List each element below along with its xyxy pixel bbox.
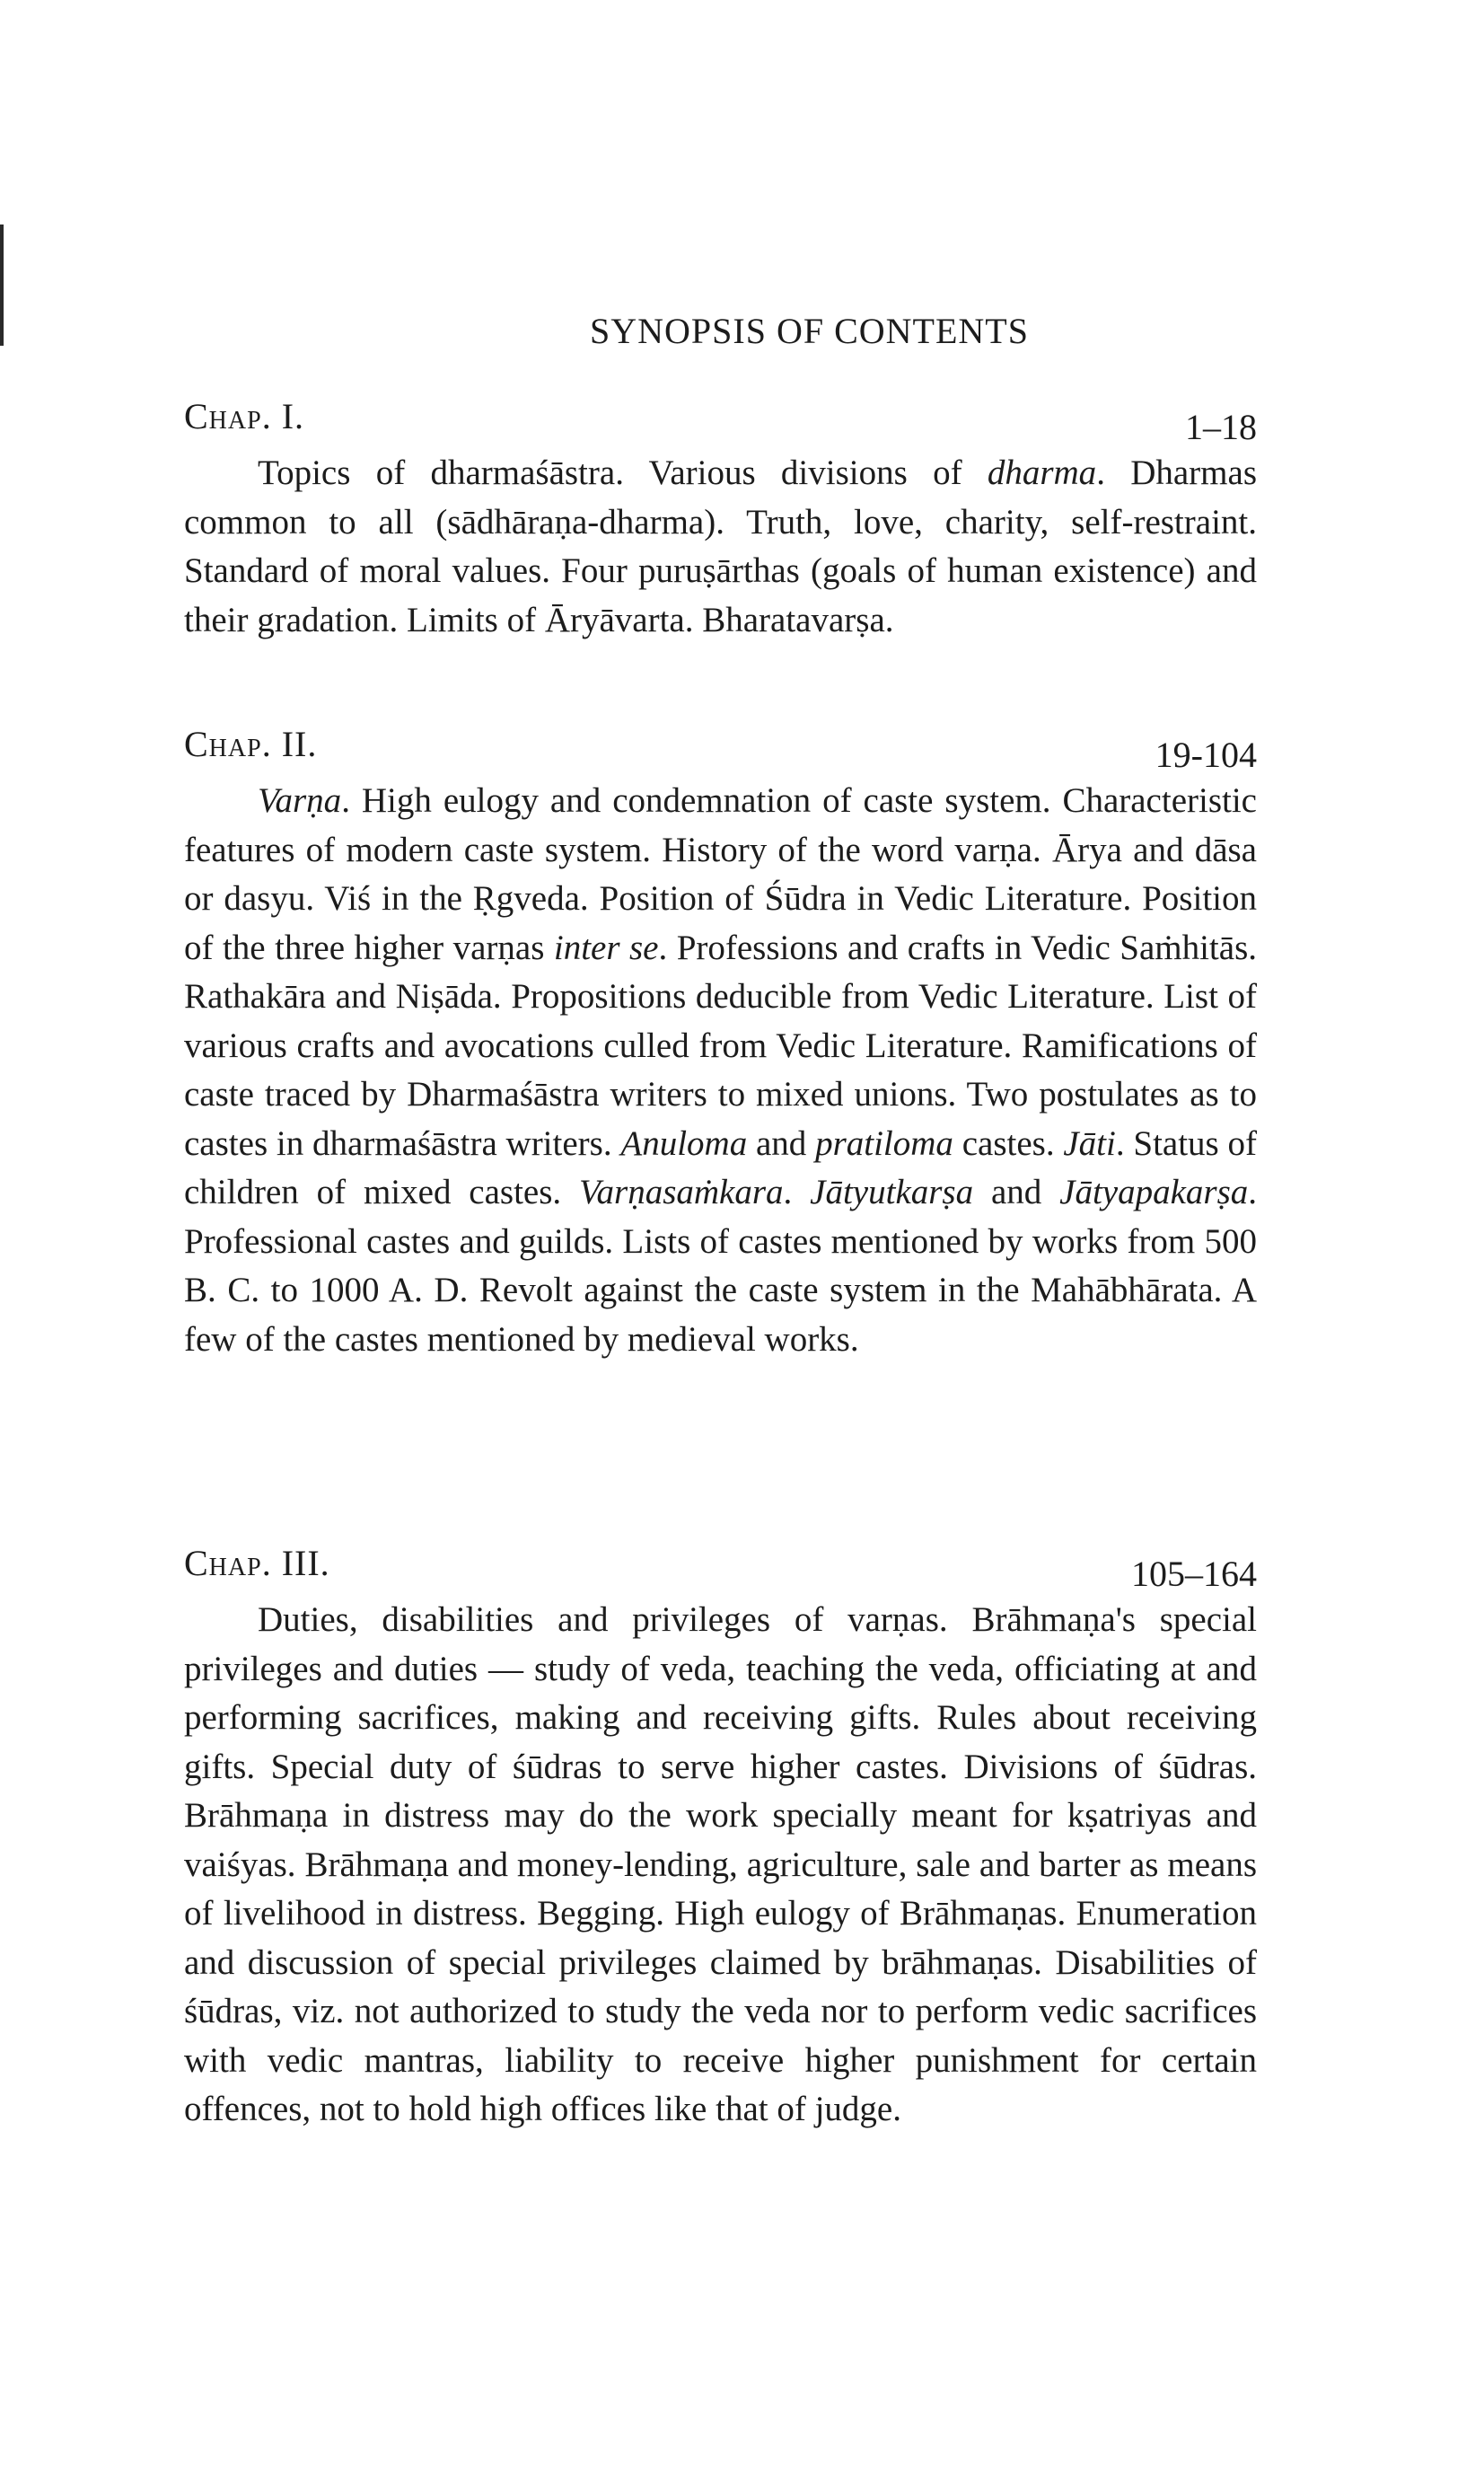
chapter-summary: Varṇa. High eulogy and condemnation of caste system. Characteristic features of modern caste system. History of the word varṇa. Ārya and dāsa or dasyu. Viś in the Ṛgveda. Position of Śūdra in Vedic Literature. Position of the three higher varṇas inter se. Professions and crafts in Vedic Saṁhitās. Rathakāra and Niṣāda. Propositions deducible from Vedic Literature. List of various crafts and avocations culled from Vedic Literature. Ramifications of caste traced by Dharmaśāstra writers to mixed unions. Two postulates as to castes in dharmaśāstra writers. Anuloma and pratiloma castes. Jāti. Status of children of mixed castes. Varṇasaṁkara. Jātyutkarṣa and Jātyapakarṣa. Professional castes and guilds. Lists of castes mentioned by works from 500 B. C. to 1000 A. D. Revolt against the caste system in the Mahābhārata. A few of the castes mentioned by medieval works. <box>184 781 1258 1359</box>
chapter-heading <box>184 395 1257 449</box>
chapter-2 <box>184 723 1257 1364</box>
chapter-heading <box>184 1542 1257 1596</box>
chapter-heading <box>184 723 1257 777</box>
chapter-3 <box>184 1542 1257 2135</box>
chapter-summary: Topics of dharmaśāstra. Various divisions of dharma. Dharmas common to all (sādhāraṇa-dharma). Truth, love, charity, self-restraint. Standard of moral values. Four puruṣārthas (goals of human existence) and their gradation. Limits of Āryāvarta. Bharatavarṣa. <box>184 453 1257 639</box>
chapter-summary: Duties, disabilities and privileges of varṇas. Brāhmaṇa's special privileges and duties — study of veda, teaching the veda, officiating at and performing sacrifices, making and receiving gifts. Rules about receiving gifts. Special duty of śūdras to serve higher castes. Divisions of śūdras. Brāhmaṇa in distress may do the work specially meant for kṣatriyas and vaiśyas. Brāhmaṇa and money-lending, agriculture, sale and barter as means of livelihood in distress. Begging. High eulogy of Brāhmaṇas. Enumeration and discussion of special privileges claimed by brāhmaṇas. Disabilities of śūdras, viz. not authorized to study the veda nor to perform vedic sacrifices with vedic mantras, liability to receive higher punishment for certain offences, not to hold high offices like that of judge. <box>184 1600 1257 2128</box>
chapter-page-range: 1–18 <box>1185 407 1257 447</box>
chapter-1 <box>184 395 1257 645</box>
chapter-page-range: 105–164 <box>1131 1554 1257 1594</box>
chapter-label: Chap. III. <box>184 1543 330 1583</box>
chapter-page-range: 19-104 <box>1155 735 1257 775</box>
chapter-label: Chap. I. <box>184 396 305 436</box>
page-title: SYNOPSIS OF CONTENTS <box>590 311 1029 351</box>
chapter-label: Chap. II. <box>184 724 318 764</box>
scan-edge-mark <box>0 225 4 296</box>
